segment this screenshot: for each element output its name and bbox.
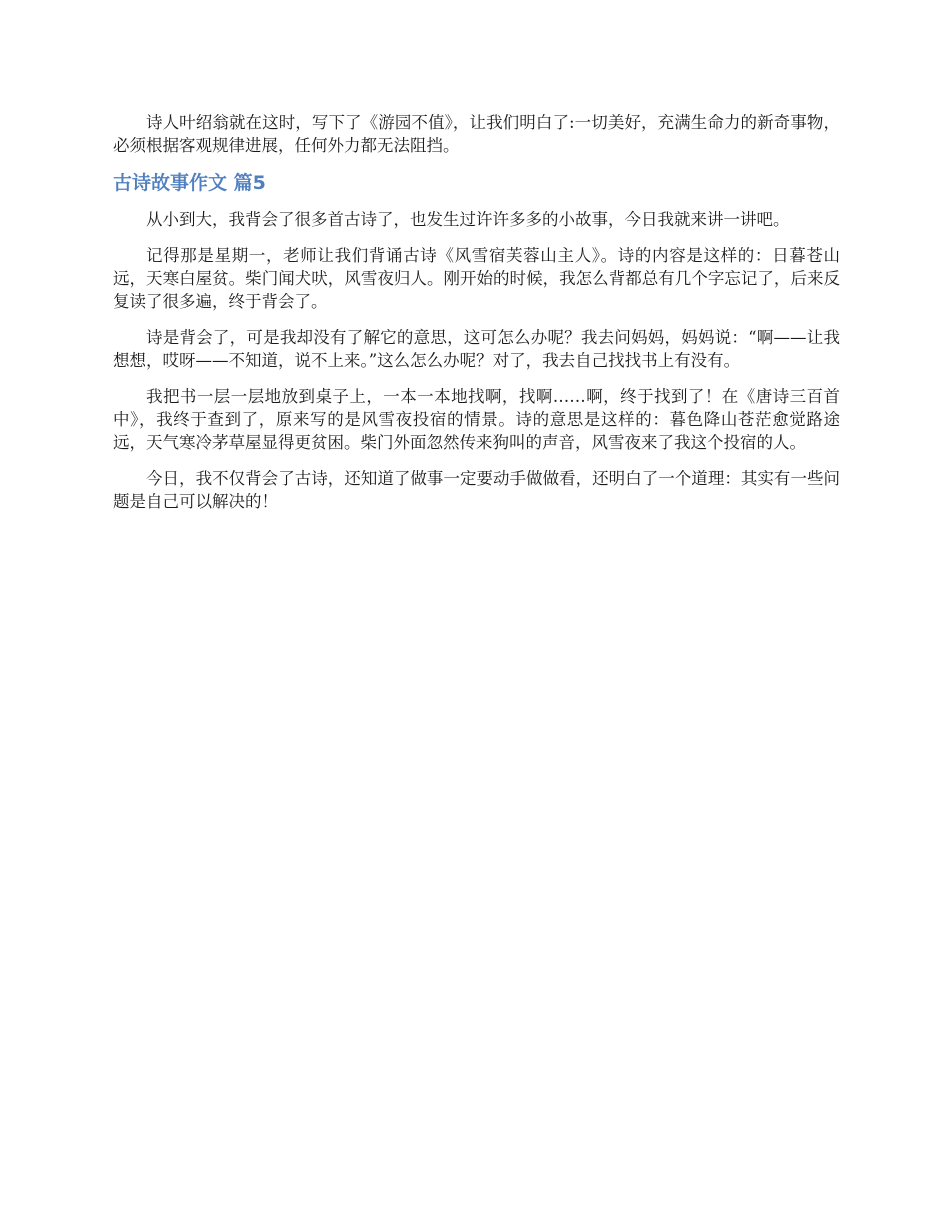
paragraph-3: 诗是背会了，可是我却没有了解它的意思，这可怎么办呢？我去问妈妈，妈妈说：“啊——让我想想，哎呀——不知道，说不上来。”这么怎么办呢？对了，我去自己找找书上有没有。: [113, 328, 840, 370]
paragraph-4: 我把书一层一层地放到桌子上，一本一本地找啊，找啊……啊，终于找到了！在《唐诗三百首中》，我终于查到了，原来写的是风雪夜投宿的情景。诗的意思是这样的：暮色降山苍茫愈觉路途远，天气寒冷茅草屋显得更贫困。柴门外面忽然传来狗叫的声音，风雪夜来了我这个投宿的人。: [113, 387, 840, 452]
document-body: [113, 111, 840, 526]
intro-paragraph: 诗人叶绍翁就在这时，写下了《游园不值》，让我们明白了:一切美好，充满生命力的新奇事物，必须根据客观规律进展，任何外力都无法阻挡。: [113, 113, 840, 155]
section-heading: 古诗故事作文 篇5: [113, 172, 266, 194]
paragraph-5: 今日，我不仅背会了古诗，还知道了做事一定要动手做做看，还明白了一个道理：其实有一些问题是自己可以解决的！: [113, 469, 840, 511]
paragraph-1: 从小到大，我背会了很多首古诗了，也发生过许许多多的小故事，今日我就来讲一讲吧。: [146, 210, 790, 229]
paragraph-2: 记得那是星期一，老师让我们背诵古诗《风雪宿芙蓉山主人》。诗的内容是这样的：日暮苍山远，天寒白屋贫。柴门闻犬吠，风雪夜归人。刚开始的时候，我怎么背都总有几个字忘记了，后来反复读了很多遍，终于背会了。: [113, 246, 840, 311]
